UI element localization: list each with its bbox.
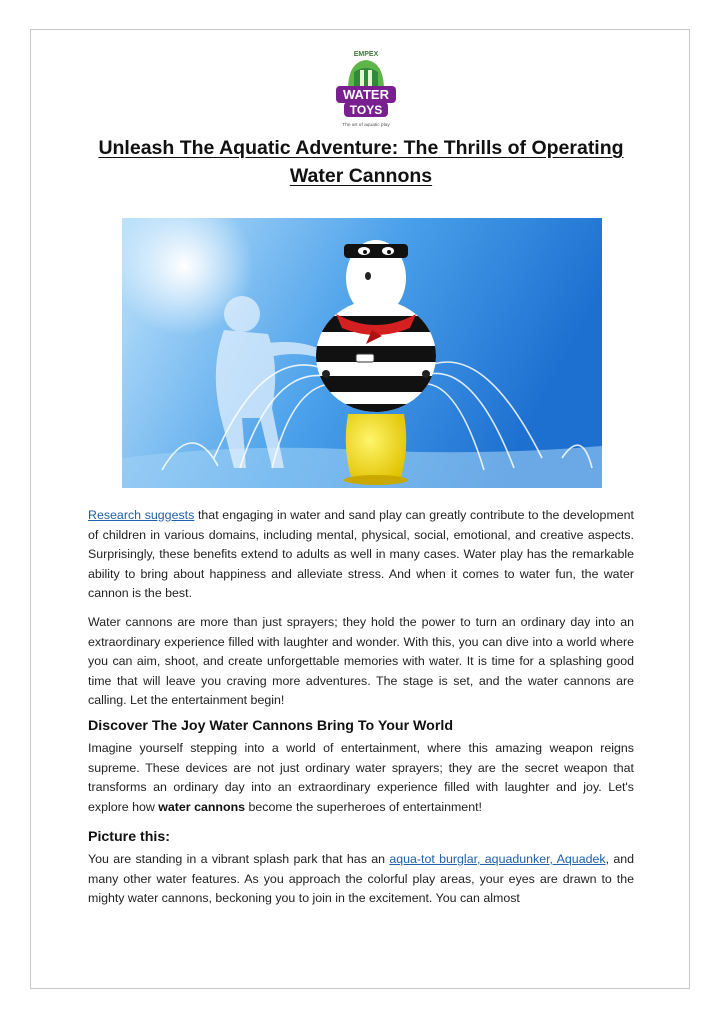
section-heading-discover: Discover The Joy Water Cannons Bring To Your World	[88, 718, 453, 734]
discover-text-after: become the superheroes of entertainment!	[245, 799, 482, 814]
discover-text-before: Imagine yourself stepping into a world of entertainment, where this amazing weapon reigns supreme. These devices are not just ordinary water sprayers; they are the secret weapon that transforms an ordinary day into an extraordinary experience filled with laughter and joy. Let's explore how	[88, 741, 634, 814]
logo-line2: TOYS	[349, 103, 383, 117]
discover-paragraph	[88, 739, 634, 817]
cannons-paragraph: Water cannons are more than just sprayers; they hold the power to turn an ordinary day into an extraordinary experience filled with laughter and wonder. With this, you can dive into a world where you can aim, shoot, and create unforgettable memories with water. It is time for a splashing good time that will leave you craving more adventures. The stage is set, and the water cannons are calling. Let the entertainment begin!	[88, 615, 634, 708]
picture-paragraph	[88, 850, 634, 909]
water-cannons-bold: water cannons	[158, 799, 246, 814]
picture-text-after: , and many other water features. As you approach the colorful play areas, your eyes are drawn to the mighty water cannons, beckoning you to join in the excitement. You can almost	[88, 852, 635, 906]
document-page	[30, 29, 690, 989]
logo-tagline: The art of aquatic play	[342, 123, 390, 128]
logo-top-text: EMPEX	[353, 51, 379, 58]
hero-image	[122, 218, 602, 488]
research-suggests-link[interactable]: Research suggests	[88, 508, 195, 522]
logo-graphic	[326, 46, 406, 130]
products-link[interactable]: aqua-tot burglar, aquadunker, Aquadek	[389, 852, 606, 866]
logo-line1: WATER	[343, 87, 389, 102]
picture-text-before: You are standing in a vibrant splash park that has an	[88, 852, 390, 866]
empex-logo	[326, 46, 406, 130]
section-heading-picture: Picture this:	[88, 829, 170, 845]
intro-paragraph	[88, 506, 634, 604]
water-cannon-burglar-figure-icon	[122, 218, 602, 488]
intro-paragraph-text: that engaging in water and sand play can greatly contribute to the development of children in various domains, including mental, physical, social, emotional, and creative aspects. Surprisingly, these benefits extend to adults as well in many cases. Water play has the remarkable ability to bring about happiness and alleviate stress. And when it comes to water fun, the water cannon is the best.	[88, 508, 634, 601]
page-title: Unleash The Aquatic Adventure: The Thrills of Operating Water Cannons	[98, 137, 624, 187]
